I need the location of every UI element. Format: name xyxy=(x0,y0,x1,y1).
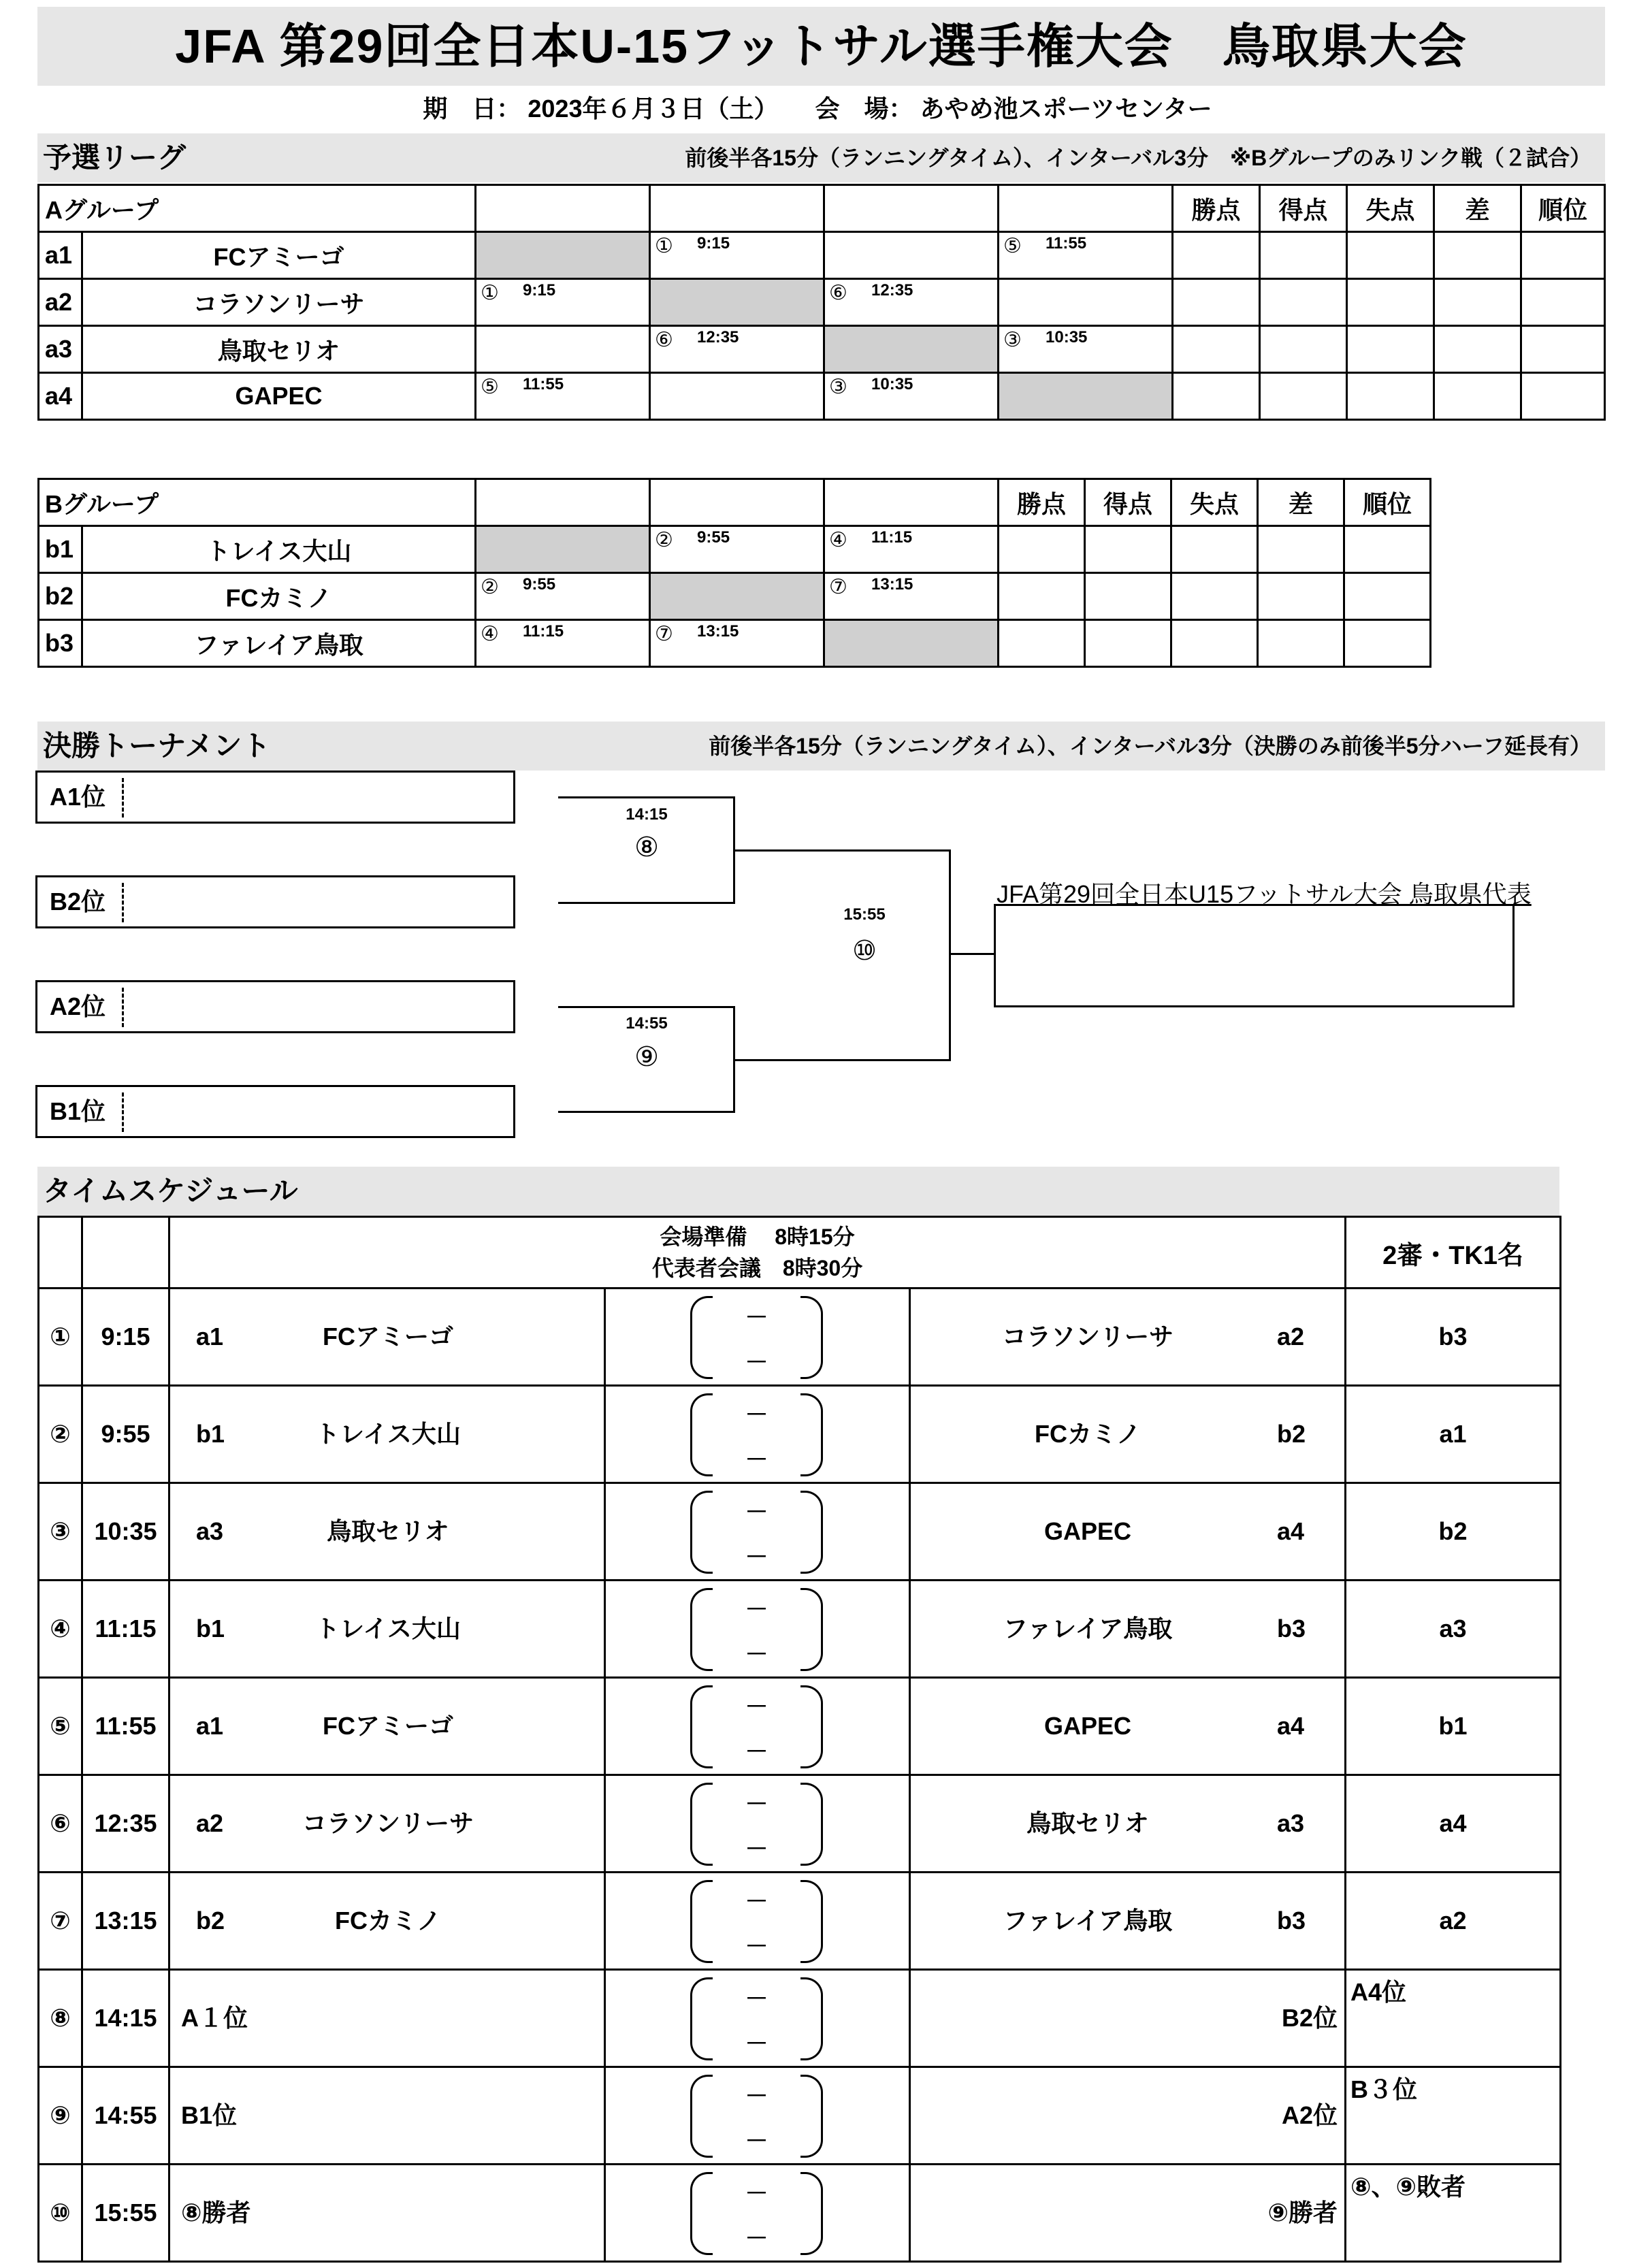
match-number: ⑩ xyxy=(39,2165,82,2262)
stat-cell xyxy=(1344,573,1431,620)
away-team-cell xyxy=(910,1289,1346,1386)
schedule-row xyxy=(39,1581,1561,1678)
team-id: a3 xyxy=(39,326,82,373)
home-team-name: トレイス大山 xyxy=(315,1420,461,1448)
away-team-name: 鳥取セリオ xyxy=(1026,1809,1149,1837)
score-bracket xyxy=(690,2075,823,2156)
match-time: 9:55 xyxy=(697,528,730,547)
match-time: 15:55 xyxy=(82,2165,169,2262)
stat-cell xyxy=(1347,373,1434,420)
group-a-label: Aグループ xyxy=(39,185,476,232)
home-team-name: トレイス大山 xyxy=(315,1615,461,1642)
away-team-cell xyxy=(910,2067,1346,2165)
group-a-header-row xyxy=(39,185,1605,232)
home-team-cell xyxy=(169,2067,605,2165)
team-name: FCアミーゴ xyxy=(82,232,476,279)
score-bracket xyxy=(690,1880,823,1962)
match-time: 14:15 xyxy=(82,1970,169,2067)
stat-cell xyxy=(1085,620,1171,667)
self-match-cell xyxy=(824,326,999,373)
team-row xyxy=(39,573,1431,620)
bracket-line xyxy=(558,796,735,798)
self-match-cell xyxy=(650,279,824,326)
team-id: a1 xyxy=(39,232,82,279)
away-team-id: a3 xyxy=(1277,1809,1305,1837)
home-team-id: a2 xyxy=(196,1809,224,1837)
team-name: ファレイア鳥取 xyxy=(82,620,476,667)
match-cell xyxy=(650,373,824,420)
score-dash: － xyxy=(745,1402,768,1428)
match-cell xyxy=(824,573,999,620)
self-match-cell xyxy=(476,232,650,279)
match-cell xyxy=(650,232,824,279)
away-team-name: ファレイア鳥取 xyxy=(1003,1907,1173,1934)
home-team-cell xyxy=(169,1483,605,1581)
score-dash: － xyxy=(745,1986,768,2012)
match-time: 10:35 xyxy=(1046,328,1088,346)
referee-team: ⑧、⑨敗者 xyxy=(1350,2173,1466,2201)
home-team-name: A１位 xyxy=(181,2004,248,2032)
match-time: 10:35 xyxy=(871,375,913,393)
team-row xyxy=(39,232,1605,279)
schedule-row xyxy=(39,1289,1561,1386)
match-cell xyxy=(650,326,824,373)
score-bracket xyxy=(690,2172,823,2254)
stat-header: 順位 xyxy=(1521,185,1605,232)
stat-header: 差 xyxy=(1258,479,1344,526)
match-time: 9:55 xyxy=(523,575,556,594)
match-time: 12:35 xyxy=(697,328,739,346)
schedule-header-bar xyxy=(37,1167,1559,1216)
match-time: 11:15 xyxy=(82,1581,169,1678)
match-number: ③ xyxy=(1003,329,1022,351)
final-number: ⑩ xyxy=(852,936,877,966)
score-bracket xyxy=(690,1491,823,1572)
semi-time: 14:15 xyxy=(626,805,668,824)
team-row xyxy=(39,526,1431,573)
home-team-name: FCカミノ xyxy=(335,1907,441,1934)
stat-cell xyxy=(1344,620,1431,667)
away-team-cell xyxy=(910,1775,1346,1873)
schedule-table xyxy=(37,1216,1561,2263)
stat-header: 得点 xyxy=(1085,479,1171,526)
match-number: ③ xyxy=(829,376,847,398)
score-bracket xyxy=(690,1783,823,1864)
page-title: JFA 第29回全日本U-15フットサル選手権大会 鳥取県大会 xyxy=(37,7,1605,86)
score-dash: － xyxy=(745,1350,768,1376)
match-time: 9:15 xyxy=(82,1289,169,1386)
bracket-line xyxy=(949,953,994,955)
referee-cell xyxy=(1346,1970,1561,2067)
stat-cell xyxy=(1434,279,1521,326)
away-team-name: ⑨勝者 xyxy=(1267,2199,1338,2226)
schedule-row xyxy=(39,2067,1561,2165)
away-team-name: ファレイア鳥取 xyxy=(1003,1615,1173,1642)
match-cell xyxy=(824,279,999,326)
home-team-cell xyxy=(169,1289,605,1386)
match-cell xyxy=(650,526,824,573)
schedule-notice xyxy=(169,1217,1346,1289)
home-team-name: FCアミーゴ xyxy=(323,1323,453,1350)
home-team-cell xyxy=(169,1678,605,1775)
home-team-cell xyxy=(169,2165,605,2262)
semi-number: ⑧ xyxy=(634,832,659,862)
group-a-table xyxy=(37,184,1606,421)
ref-header: 2審・TK1名 xyxy=(1346,1217,1561,1289)
stat-cell xyxy=(1173,373,1260,420)
away-team-cell xyxy=(910,1386,1346,1483)
match-cell xyxy=(650,620,824,667)
team-id: a2 xyxy=(39,279,82,326)
score-bracket xyxy=(690,1977,823,2059)
group-b-label: Bグループ xyxy=(39,479,476,526)
match-time: 9:15 xyxy=(523,281,556,299)
team-name: コラソンリーサ xyxy=(82,279,476,326)
score-cell xyxy=(605,1483,910,1581)
self-match-cell xyxy=(476,526,650,573)
score-dash: － xyxy=(745,1447,768,1473)
match-time: 12:35 xyxy=(871,281,913,299)
match-cell xyxy=(476,326,650,373)
semi-number: ⑨ xyxy=(634,1042,659,1072)
match-number: ⑥ xyxy=(39,1775,82,1873)
stat-cell xyxy=(1260,232,1347,279)
team-name: GAPEC xyxy=(82,373,476,420)
home-team-id: b2 xyxy=(196,1907,225,1934)
referee-team: A4位 xyxy=(1350,1978,1407,2006)
schedule-row xyxy=(39,1775,1561,1873)
prelim-heading: 予選リーグ xyxy=(43,142,187,174)
home-team-id: b1 xyxy=(196,1420,225,1448)
group-b-table xyxy=(37,478,1431,668)
match-time: 11:55 xyxy=(523,375,564,393)
match-time: 10:35 xyxy=(82,1483,169,1581)
score-dash: － xyxy=(745,1500,768,1525)
match-number: ⑦ xyxy=(655,623,673,645)
tournament-note: 前後半各15分（ランニングタイム）、インターバル3分（決勝のみ前後半5分ハーフ延長有） xyxy=(709,734,1591,758)
self-match-cell xyxy=(650,573,824,620)
home-team-name: ⑧勝者 xyxy=(181,2199,251,2226)
match-time: 9:55 xyxy=(82,1386,169,1483)
score-dash: － xyxy=(745,2181,768,2207)
match-number: ② xyxy=(655,529,673,551)
stat-cell xyxy=(1434,373,1521,420)
referee-team: a3 xyxy=(1346,1581,1561,1678)
stat-cell xyxy=(1173,279,1260,326)
tournament-header-bar xyxy=(37,722,1605,771)
match-number: ④ xyxy=(829,529,847,551)
meeting-time: 代表者会議 8時30分 xyxy=(651,1256,863,1280)
home-team-id: a1 xyxy=(196,1323,224,1350)
schedule-heading: タイムスケジュール xyxy=(43,1175,298,1207)
team-name: FCカミノ xyxy=(82,573,476,620)
away-team-name: FCカミノ xyxy=(1035,1420,1141,1448)
stat-cell xyxy=(1521,279,1605,326)
match-number: ① xyxy=(655,235,673,257)
match-cell xyxy=(999,326,1173,373)
stat-cell xyxy=(1260,373,1347,420)
match-time: 11:15 xyxy=(871,528,913,547)
stat-cell xyxy=(1347,232,1434,279)
score-dash: － xyxy=(745,1889,768,1915)
winner-label: JFA第29回全日本U15フットサル大会 鳥取県代表 xyxy=(997,880,1532,908)
score-cell xyxy=(605,1289,910,1386)
away-team-id: a4 xyxy=(1277,1712,1305,1740)
score-cell xyxy=(605,1386,910,1483)
referee-team: a1 xyxy=(1346,1386,1561,1483)
home-team-name: 鳥取セリオ xyxy=(327,1517,449,1545)
score-cell xyxy=(605,1581,910,1678)
stat-cell xyxy=(1173,326,1260,373)
stat-cell xyxy=(1344,526,1431,573)
stat-header: 得点 xyxy=(1260,185,1347,232)
team-id: b1 xyxy=(39,526,82,573)
away-team-name: B2位 xyxy=(1282,2004,1338,2032)
stat-cell xyxy=(1171,620,1258,667)
match-number: ⑤ xyxy=(481,376,499,398)
date-venue-line: 期 日： 2023年６月３日（土） 会 場： あやめ池スポーツセンター xyxy=(423,95,1212,123)
stat-cell xyxy=(1085,526,1171,573)
match-cell xyxy=(476,573,650,620)
match-cell xyxy=(476,373,650,420)
self-match-cell xyxy=(999,373,1173,420)
match-number: ⑧ xyxy=(39,1970,82,2067)
stat-header: 順位 xyxy=(1344,479,1431,526)
referee-cell xyxy=(1346,2067,1561,2165)
home-team-cell xyxy=(169,1873,605,1970)
score-dash: － xyxy=(745,1836,768,1862)
stat-header: 失点 xyxy=(1347,185,1434,232)
stat-cell xyxy=(1347,326,1434,373)
match-time: 13:15 xyxy=(697,622,739,641)
match-number: ⑦ xyxy=(39,1873,82,1970)
away-team-id: b2 xyxy=(1277,1420,1306,1448)
stat-cell xyxy=(1258,573,1344,620)
match-time: 13:15 xyxy=(82,1873,169,1970)
stat-cell xyxy=(1258,526,1344,573)
bracket-line xyxy=(558,902,735,904)
stat-header: 勝点 xyxy=(999,479,1085,526)
away-team-cell xyxy=(910,1483,1346,1581)
home-team-id: a1 xyxy=(196,1712,224,1740)
away-team-name: コラソンリーサ xyxy=(1001,1323,1173,1350)
stat-header: 失点 xyxy=(1171,479,1258,526)
stat-cell xyxy=(1434,232,1521,279)
stat-cell xyxy=(1521,232,1605,279)
team-id: a4 xyxy=(39,373,82,420)
referee-team: b2 xyxy=(1346,1483,1561,1581)
match-number: ⑨ xyxy=(39,2067,82,2165)
away-team-name: GAPEC xyxy=(1043,1712,1132,1740)
bracket-line xyxy=(733,1059,951,1061)
match-cell xyxy=(476,279,650,326)
referee-team: b3 xyxy=(1346,1289,1561,1386)
tournament-heading: 決勝トーナメント xyxy=(43,730,271,762)
match-time: 9:15 xyxy=(697,234,730,253)
away-team-id: b3 xyxy=(1277,1615,1306,1642)
prelim-note: 前後半各15分（ランニングタイム）、インターバル3分 ※Bグループのみリンク戦（２試合） xyxy=(685,146,1591,170)
home-team-cell xyxy=(169,1775,605,1873)
score-bracket xyxy=(690,1588,823,1670)
match-number: ① xyxy=(481,282,499,304)
match-number: ③ xyxy=(39,1483,82,1581)
stat-cell xyxy=(1347,279,1434,326)
away-team-cell xyxy=(910,1581,1346,1678)
match-cell xyxy=(476,620,650,667)
match-number: ⑥ xyxy=(655,329,673,351)
away-team-id: a2 xyxy=(1277,1323,1305,1350)
score-dash: － xyxy=(745,1597,768,1623)
group-b-header-row xyxy=(39,479,1431,526)
match-number: ④ xyxy=(481,623,499,645)
bracket-line xyxy=(558,1111,735,1113)
bracket-slot: A2位 xyxy=(35,980,515,1033)
away-team-cell xyxy=(910,1678,1346,1775)
bracket-line xyxy=(949,849,951,1061)
match-cell xyxy=(999,232,1173,279)
away-team-id: b3 xyxy=(1277,1907,1306,1934)
bracket-line xyxy=(733,849,951,852)
score-dash: － xyxy=(745,2084,768,2109)
referee-team: a2 xyxy=(1346,1873,1561,1970)
stat-cell xyxy=(1258,620,1344,667)
home-team-cell xyxy=(169,1386,605,1483)
match-number: ⑥ xyxy=(829,282,847,304)
match-cell xyxy=(824,232,999,279)
stat-cell xyxy=(1260,326,1347,373)
match-time: 13:15 xyxy=(871,575,913,594)
schedule-row xyxy=(39,1678,1561,1775)
score-dash: － xyxy=(745,1305,768,1331)
match-number: ② xyxy=(39,1386,82,1483)
prelim-header-bar xyxy=(37,133,1605,182)
away-team-cell xyxy=(910,1970,1346,2067)
schedule-row xyxy=(39,1873,1561,1970)
home-team-name: FCアミーゴ xyxy=(323,1712,453,1740)
stat-cell xyxy=(1085,573,1171,620)
stat-cell xyxy=(1173,232,1260,279)
stat-cell xyxy=(999,573,1085,620)
schedule-header-row xyxy=(39,1217,1561,1289)
team-row xyxy=(39,279,1605,326)
stat-cell xyxy=(1171,526,1258,573)
match-number: ④ xyxy=(39,1581,82,1678)
final-time: 15:55 xyxy=(843,905,886,924)
match-number: ⑦ xyxy=(829,576,847,598)
home-team-id: a3 xyxy=(196,1517,224,1545)
match-number: ⑤ xyxy=(39,1678,82,1775)
match-number: ① xyxy=(39,1289,82,1386)
match-time: 11:55 xyxy=(82,1678,169,1775)
referee-team: b1 xyxy=(1346,1678,1561,1775)
stat-header: 勝点 xyxy=(1173,185,1260,232)
team-id: b2 xyxy=(39,573,82,620)
stat-cell xyxy=(1260,279,1347,326)
score-bracket xyxy=(690,1393,823,1475)
home-team-cell xyxy=(169,1581,605,1678)
score-cell xyxy=(605,2067,910,2165)
match-time: 11:55 xyxy=(1046,234,1087,253)
stat-cell xyxy=(1521,373,1605,420)
referee-cell xyxy=(1346,2165,1561,2262)
schedule-row xyxy=(39,1386,1561,1483)
home-team-cell xyxy=(169,1970,605,2067)
score-cell xyxy=(605,1873,910,1970)
bracket-slot: A1位 xyxy=(35,771,515,824)
away-team-cell xyxy=(910,1873,1346,1970)
bracket-line xyxy=(558,1006,735,1008)
score-cell xyxy=(605,1678,910,1775)
schedule-row xyxy=(39,1483,1561,1581)
schedule-row xyxy=(39,1970,1561,2067)
team-name: トレイス大山 xyxy=(82,526,476,573)
semi-time: 14:55 xyxy=(626,1014,668,1033)
score-bracket xyxy=(690,1296,823,1378)
team-id: b3 xyxy=(39,620,82,667)
self-match-cell xyxy=(824,620,999,667)
score-dash: － xyxy=(745,1792,768,1817)
stat-cell xyxy=(1521,326,1605,373)
stat-cell xyxy=(999,620,1085,667)
bracket-slot: B2位 xyxy=(35,875,515,928)
away-team-name: GAPEC xyxy=(1043,1517,1132,1545)
match-cell xyxy=(999,279,1173,326)
prep-time: 会場準備 8時15分 xyxy=(660,1225,855,1249)
score-dash: － xyxy=(745,1739,768,1765)
referee-team: B３位 xyxy=(1350,2075,1418,2103)
match-number: ⑤ xyxy=(1003,235,1022,257)
score-dash: － xyxy=(745,1934,768,1960)
team-row xyxy=(39,326,1605,373)
home-team-id: b1 xyxy=(196,1615,225,1642)
match-number: ② xyxy=(481,576,499,598)
stat-cell xyxy=(999,526,1085,573)
team-row xyxy=(39,620,1431,667)
score-cell xyxy=(605,2165,910,2262)
bracket-slot: B1位 xyxy=(35,1085,515,1138)
away-team-name: A2位 xyxy=(1282,2101,1338,2129)
winner-box xyxy=(994,904,1515,1007)
match-time: 11:15 xyxy=(523,622,564,641)
stat-cell xyxy=(1434,326,1521,373)
score-dash: － xyxy=(745,1694,768,1720)
score-dash: － xyxy=(745,2226,768,2252)
stat-header: 差 xyxy=(1434,185,1521,232)
team-row xyxy=(39,373,1605,420)
score-dash: － xyxy=(745,2128,768,2154)
score-bracket xyxy=(690,1685,823,1767)
score-cell xyxy=(605,1970,910,2067)
score-dash: － xyxy=(745,1544,768,1570)
stat-cell xyxy=(1171,573,1258,620)
score-cell xyxy=(605,1775,910,1873)
away-team-id: a4 xyxy=(1277,1517,1305,1545)
match-cell xyxy=(824,373,999,420)
referee-team: a4 xyxy=(1346,1775,1561,1873)
away-team-cell xyxy=(910,2165,1346,2262)
team-name: 鳥取セリオ xyxy=(82,326,476,373)
score-dash: － xyxy=(745,1642,768,1668)
score-dash: － xyxy=(745,2031,768,2057)
match-cell xyxy=(824,526,999,573)
home-team-name: コラソンリーサ xyxy=(302,1809,474,1837)
schedule-row xyxy=(39,2165,1561,2262)
match-time: 12:35 xyxy=(82,1775,169,1873)
home-team-name: B1位 xyxy=(181,2101,238,2129)
match-time: 14:55 xyxy=(82,2067,169,2165)
